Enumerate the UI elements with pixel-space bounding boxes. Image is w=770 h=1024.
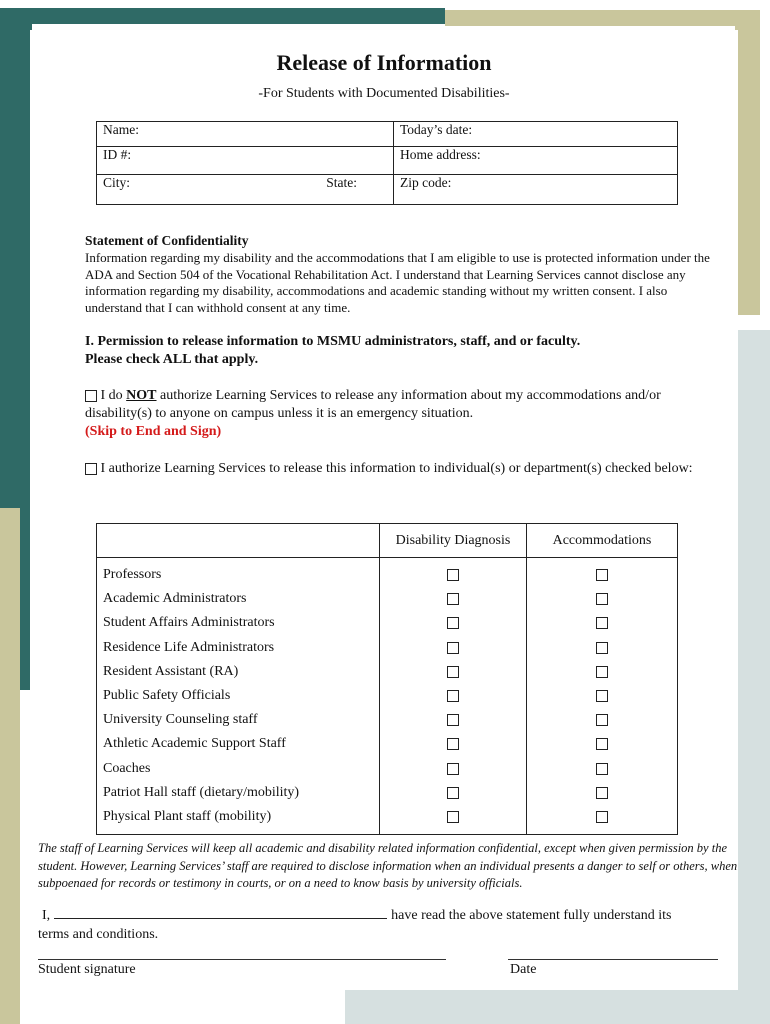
acknowledgement-line xyxy=(42,908,671,924)
accommodations-checkbox[interactable] xyxy=(596,666,608,678)
name-label: Name: xyxy=(103,122,139,137)
option1-text: authorize Learning Services to release any information about my accommodations and/or disability(s) to anyone on campus unless it is an emergency situation. xyxy=(85,388,661,421)
accommodations-checkbox-column xyxy=(527,558,678,835)
grid-corner xyxy=(97,524,380,558)
decor-band-grey-bottom xyxy=(345,990,770,1024)
signature-line[interactable] xyxy=(38,959,446,960)
accommodations-checkbox[interactable] xyxy=(596,787,608,799)
diagnosis-checkbox[interactable] xyxy=(447,569,459,581)
row-academic-administrators: Academic Administrators xyxy=(103,591,247,607)
diagnosis-checkbox[interactable] xyxy=(447,738,459,750)
permission-instruction: Please check ALL that apply. xyxy=(85,352,259,367)
zip-field[interactable] xyxy=(394,175,678,205)
skip-to-end-note: (Skip to End and Sign) xyxy=(85,424,222,439)
col-disability-diagnosis: Disability Diagnosis xyxy=(380,524,527,558)
accommodations-checkbox[interactable] xyxy=(596,811,608,823)
todays-date-field[interactable] xyxy=(394,122,678,147)
row-public-safety: Public Safety Officials xyxy=(103,687,231,703)
todays-date-label: Today’s date: xyxy=(400,122,473,137)
decor-band-tan-top xyxy=(445,10,760,26)
row-counseling: University Counseling staff xyxy=(103,712,258,728)
name-blank-line[interactable] xyxy=(54,918,387,919)
diagnosis-checkbox[interactable] xyxy=(447,690,459,702)
diagnosis-checkbox[interactable] xyxy=(447,811,459,823)
name-field[interactable] xyxy=(97,122,394,147)
zip-label: Zip code: xyxy=(400,175,452,190)
i-label: I, xyxy=(42,908,51,923)
id-field[interactable] xyxy=(97,147,394,175)
accommodations-checkbox[interactable] xyxy=(596,738,608,750)
diagnosis-checkbox[interactable] xyxy=(447,617,459,629)
city-state-field[interactable] xyxy=(97,175,394,205)
accommodations-checkbox[interactable] xyxy=(596,690,608,702)
confidentiality-heading: Statement of Confidentiality xyxy=(85,233,249,248)
option-authorize xyxy=(85,460,725,478)
confidentiality-text: Information regarding my disability and the accommodations that I am eligible to use is protected information under the ADA and Section 504 of the Vocational Rehabilitation Act. I understand that Learning Services cannot disclose any information regarding my disability, accommodations and academic standing without my written consent. I also understand that I can withhold consent at any time. xyxy=(85,250,710,315)
id-label: ID #: xyxy=(103,147,132,162)
form-page xyxy=(30,30,738,990)
option1-not: NOT xyxy=(126,388,157,403)
decor-band-teal-top xyxy=(0,8,445,24)
city-label: City: xyxy=(103,175,131,190)
decor-band-tan-left xyxy=(0,508,20,1024)
row-residence-life: Residence Life Administrators xyxy=(103,639,275,655)
release-grid xyxy=(96,523,678,835)
accommodations-checkbox[interactable] xyxy=(596,617,608,629)
do-not-authorize-checkbox[interactable] xyxy=(85,390,97,402)
row-professors: Professors xyxy=(103,567,162,582)
decor-band-grey-right xyxy=(735,330,770,1024)
accommodations-checkbox[interactable] xyxy=(596,763,608,775)
option1-prefix: I do xyxy=(100,388,123,403)
accommodations-checkbox[interactable] xyxy=(596,642,608,654)
diagnosis-checkbox[interactable] xyxy=(447,666,459,678)
row-physical-plant: Physical Plant staff (mobility) xyxy=(103,808,272,824)
date-line[interactable] xyxy=(508,959,718,960)
form-title: Release of Information xyxy=(276,50,492,75)
diagnosis-checkbox[interactable] xyxy=(447,787,459,799)
grid-row-labels xyxy=(97,558,380,835)
row-student-affairs: Student Affairs Administrators xyxy=(103,615,275,631)
confidentiality-notice: The staff of Learning Services will keep all academic and disability related information confidential, except when given permission by the student. However, Learning Services’ staff are required to disclose information when an individual presents a danger to self or others, when subpoenaed for records or testimony in courts, or on a need to know basis by university officials. xyxy=(38,841,738,890)
student-info-table xyxy=(96,121,678,205)
permission-heading: I. Permission to release information to MSMU administrators, staff, and or faculty. xyxy=(85,334,581,349)
col-accommodations: Accommodations xyxy=(527,524,678,558)
accommodations-checkbox[interactable] xyxy=(596,714,608,726)
state-label: State: xyxy=(326,175,357,190)
row-patriot-hall: Patriot Hall staff (dietary/mobility) xyxy=(103,784,300,800)
read-statement-text: have read the above statement fully understand its xyxy=(391,908,672,923)
diagnosis-checkbox[interactable] xyxy=(447,642,459,654)
diagnosis-checkbox-column xyxy=(380,558,527,835)
accommodations-checkbox[interactable] xyxy=(596,593,608,605)
row-resident-assistant: Resident Assistant (RA) xyxy=(103,663,239,679)
student-signature-label: Student signature xyxy=(38,962,136,977)
accommodations-checkbox[interactable] xyxy=(596,569,608,581)
option2-text: I authorize Learning Services to release this information to individual(s) or department(s) checked below: xyxy=(100,461,693,476)
home-address-label: Home address: xyxy=(400,147,481,162)
option-do-not-authorize xyxy=(85,387,725,441)
row-athletic-support: Athletic Academic Support Staff xyxy=(103,736,286,752)
diagnosis-checkbox[interactable] xyxy=(447,763,459,775)
row-coaches: Coaches xyxy=(103,760,151,776)
date-label: Date xyxy=(510,962,537,977)
diagnosis-checkbox[interactable] xyxy=(447,714,459,726)
authorize-checkbox[interactable] xyxy=(85,463,97,475)
diagnosis-checkbox[interactable] xyxy=(447,593,459,605)
terms-text: terms and conditions. xyxy=(38,927,159,942)
decor-band-tan-right xyxy=(735,10,760,315)
permission-section xyxy=(85,333,725,369)
home-address-field[interactable] xyxy=(394,147,678,175)
form-subtitle: -For Students with Documented Disabilities- xyxy=(258,86,510,101)
